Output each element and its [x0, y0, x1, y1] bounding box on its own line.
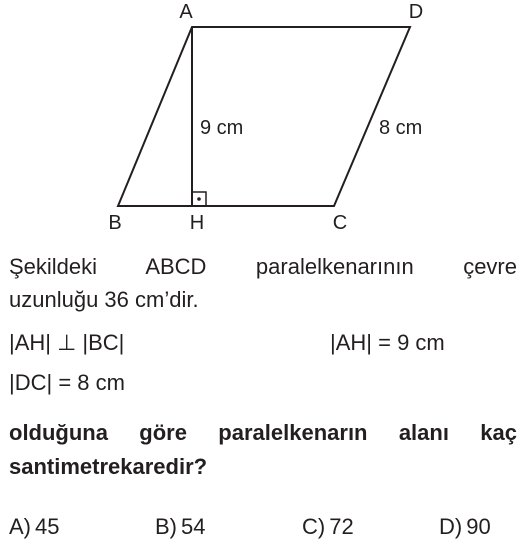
height-length-label: 9 cm: [200, 117, 244, 139]
question-line-1: olduğuna göre paralelkenarın alanı kaç: [9, 420, 517, 445]
answer-choice-a[interactable]: [9, 512, 59, 542]
choice-value: 90: [466, 514, 491, 539]
answer-choice-d[interactable]: [439, 512, 491, 542]
choice-letter: D): [439, 514, 463, 539]
choice-letter: C): [302, 514, 326, 539]
answer-choice-c[interactable]: [302, 512, 354, 542]
vertex-label-c: C: [332, 212, 348, 234]
question-line-2: santimetrekaredir?: [9, 454, 208, 479]
choice-letter: A): [9, 514, 31, 539]
vertex-label-b: B: [108, 212, 122, 234]
choice-value: 72: [329, 514, 354, 539]
given-ah-length: |AH| = 9 cm: [330, 330, 445, 355]
given-perpendicular: |AH| ⊥ |BC|: [9, 330, 125, 355]
answer-choice-b[interactable]: [155, 512, 205, 542]
parallelogram-abcd: [118, 27, 410, 206]
side-length-label: 8 cm: [379, 117, 423, 139]
choice-value: 54: [181, 514, 206, 539]
vertex-label-a: A: [179, 1, 193, 23]
parallelogram-figure: [0, 0, 526, 240]
choice-value: 45: [35, 514, 60, 539]
right-angle-dot: [197, 197, 201, 201]
vertex-label-d: D: [408, 1, 424, 23]
given-dc-length: |DC| = 8 cm: [9, 370, 125, 395]
vertex-label-h: H: [189, 212, 205, 234]
problem-stem-line-1: Şekildeki ABCD paralelkenarının çevre: [9, 254, 517, 279]
problem-stem-line-2: uzunluğu 36 cm’dir.: [9, 287, 199, 312]
choice-letter: B): [155, 514, 177, 539]
